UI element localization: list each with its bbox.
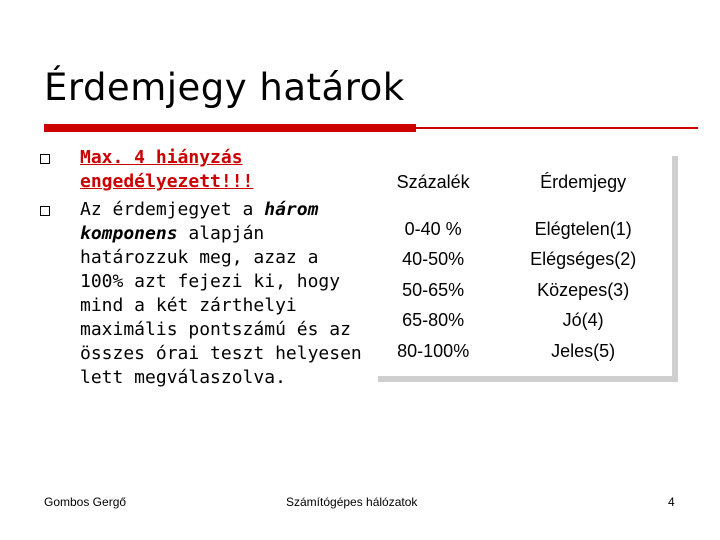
table-row <box>372 306 672 337</box>
table-row <box>372 275 672 306</box>
square-bullet-icon <box>40 154 50 164</box>
table-row <box>372 245 672 276</box>
square-bullet-icon <box>40 206 50 216</box>
cell-grade: Közepes(3) <box>537 279 630 300</box>
cell-grade: Jeles(5) <box>551 340 616 361</box>
footer-course: Számítógépes hálózatok <box>286 495 418 509</box>
grading-text-emphasis: három komponens <box>80 199 319 244</box>
cell-grade: Elégtelen(1) <box>534 218 632 239</box>
grade-table <box>372 150 672 367</box>
cell-grade: Jó(4) <box>562 310 604 331</box>
cell-percent: 0-40 % <box>404 218 462 239</box>
cell-percent: 40-50% <box>402 249 465 270</box>
title-underline-bar <box>44 124 416 132</box>
bullet-list <box>36 146 366 394</box>
cell-percent: 65-80% <box>402 310 465 331</box>
footer-page-number: 4 <box>668 495 675 509</box>
grade-table-panel <box>372 150 672 376</box>
cell-percent: 50-65% <box>402 279 465 300</box>
grading-text-end: alapján határozzuk meg, azaz a 100% azt fejezi ki, hogy mind a két zárthelyi maximális pontszámú és az összes órai teszt helyesen lett megválaszolva. <box>80 223 362 388</box>
bullet-item-grading <box>36 198 366 390</box>
table-row <box>372 336 672 367</box>
absence-limit-text: Max. 4 hiányzás engedélyezett!!! <box>80 147 254 192</box>
slide-title: Érdemjegy határok <box>44 66 405 109</box>
header-percent: Százalék <box>396 171 470 192</box>
footer-author: Gombos Gergő <box>44 495 127 509</box>
table-row <box>372 214 672 245</box>
cell-grade: Elégséges(2) <box>530 249 637 270</box>
grading-text-start: Az érdemjegyet a <box>80 199 265 220</box>
cell-percent: 80-100% <box>397 340 470 361</box>
table-header-row <box>372 150 672 214</box>
header-grade: Érdemjegy <box>540 171 627 192</box>
title-underline-line <box>416 127 698 129</box>
bullet-item-absences <box>36 146 366 194</box>
